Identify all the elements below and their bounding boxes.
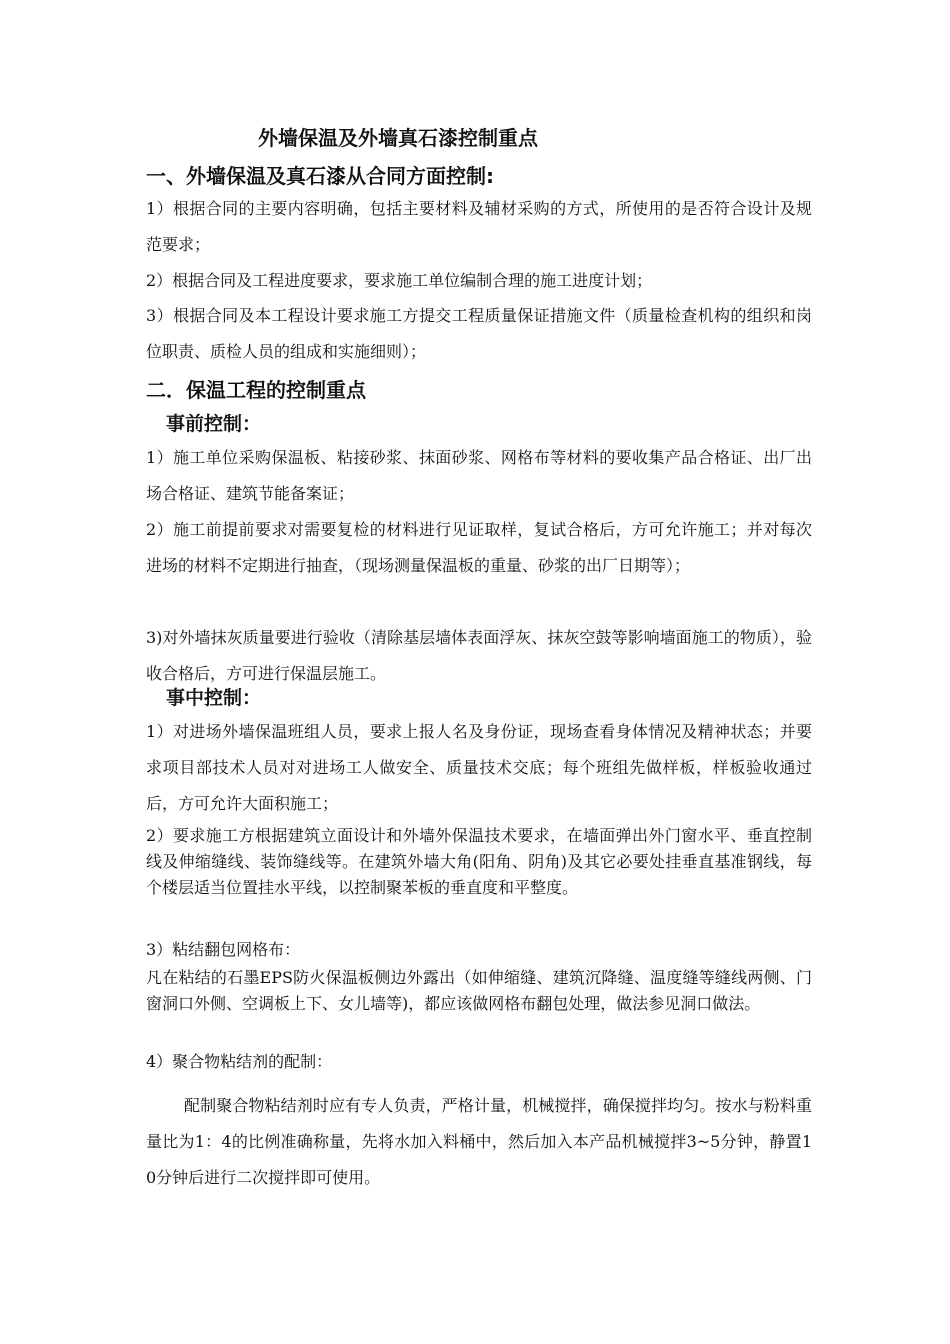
section2-heading: 二．保温工程的控制重点 (146, 378, 366, 402)
document-title: 外墙保温及外墙真石漆控制重点 (258, 126, 538, 150)
mid-control-item-6: 配制聚合物粘结剂时应有专人负责，严格计量，机械搅拌，确保搅拌均匀。按水与粉料重量比为1：4的比例准确称量，先将水加入料桶中，然后加入本产品机械搅拌3~5分钟，静置10分钟后进行二次搅拌即可使用。 (146, 1096, 812, 1187)
mid-control-item-1: 1）对进场外墙保温班组人员，要求上报人名及身份证，现场查看身体情况及精神状态；并要求项目部技术人员对对进场工人做安全、质量技术交底；每个班组先做样板，样板验收通过后，方可允许大面积施工； (146, 722, 812, 813)
section1-item-1: 1）根据合同的主要内容明确，包括主要材料及辅材采购的方式，所使用的是否符合设计及规范要求； (146, 199, 812, 254)
mid-control-item-2: 2）要求施工方根据建筑立面设计和外墙外保温技术要求，在墙面弹出外门窗水平、垂直控制线及伸缩缝线、装饰缝线等。在建筑外墙大角(阳角、阴角)及其它必要处挂垂直基准钢线，每个楼层适当位置挂水平线，以控制聚苯板的垂直度和平整度。 (146, 826, 812, 897)
mid-control-item-3: 3）粘结翻包网格布： (146, 940, 301, 959)
mid-control-heading: 事中控制： (166, 687, 262, 709)
pre-control-item-3: 3)对外墙抹灰质量要进行验收（清除基层墙体表面浮灰、抹灰空鼓等影响墙面施工的物质），验收合格后，方可进行保温层施工。 (146, 628, 812, 683)
section1-heading: 一、外墙保温及真石漆从合同方面控制: (146, 164, 494, 188)
section1-item-2: 2）根据合同及工程进度要求，要求施工单位编制合理的施工进度计划； (146, 271, 653, 290)
section1-item-3: 3）根据合同及本工程设计要求施工方提交工程质量保证措施文件（质量检查机构的组织和岗位职责、质检人员的组成和实施细则）； (146, 306, 812, 361)
mid-control-item-4: 凡在粘结的石墨EPS防火保温板侧边外露出（如伸缩缝、建筑沉降缝、温度缝等缝线两侧、门窗洞口外侧、空调板上下、女儿墙等)，都应该做网格布翻包处理，做法参见洞口做法。 (146, 968, 812, 1013)
pre-control-item-1: 1）施工单位采购保温板、粘接砂浆、抹面砂浆、网格布等材料的要收集产品合格证、出厂出场合格证、建筑节能备案证； (146, 448, 812, 503)
pre-control-heading: 事前控制： (166, 413, 262, 435)
mid-control-item-5: 4）聚合物粘结剂的配制： (146, 1052, 333, 1071)
pre-control-item-2: 2）施工前提前要求对需要复检的材料进行见证取样，复试合格后，方可允许施工；并对每次进场的材料不定期进行抽查，（现场测量保温板的重量、砂浆的出厂日期等）； (146, 520, 812, 575)
